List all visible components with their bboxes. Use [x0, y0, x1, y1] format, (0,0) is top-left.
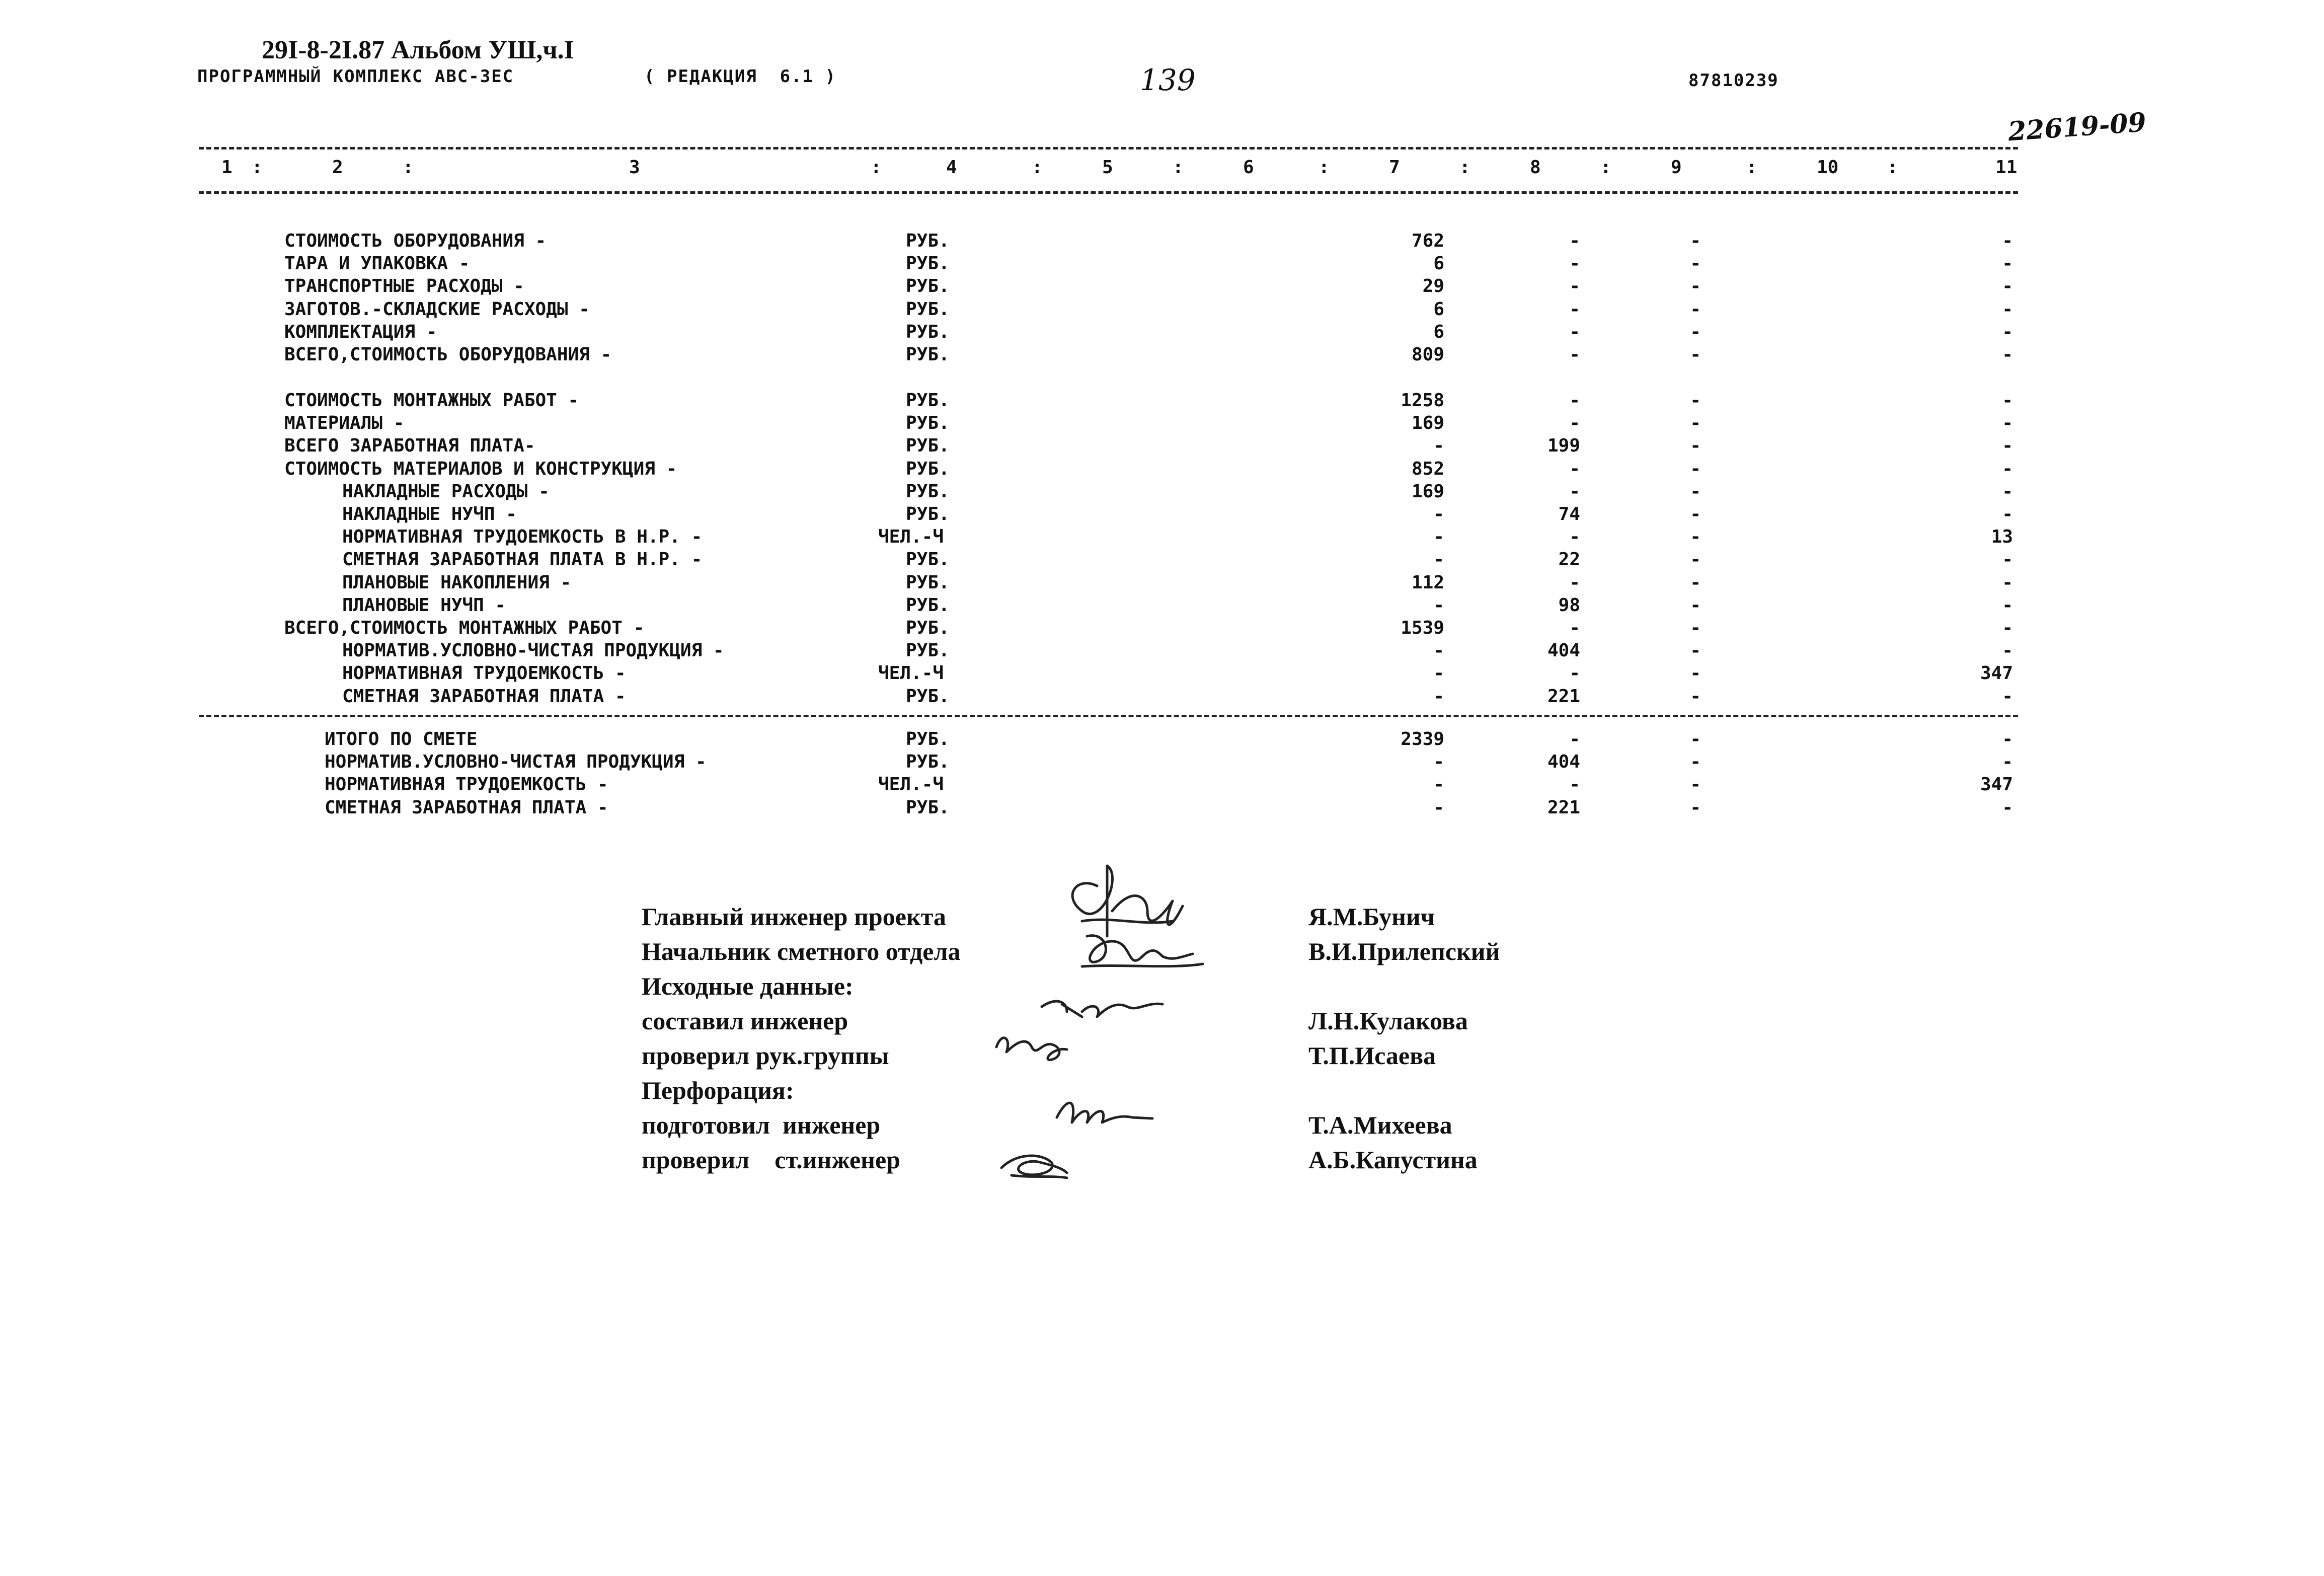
- column-11-value: -: [2002, 797, 2013, 818]
- signature-bunich: [1072, 866, 1183, 936]
- column-11-value: -: [2002, 549, 2013, 570]
- column-number: 9: [1671, 157, 1682, 178]
- column-11-value: -: [2002, 504, 2013, 524]
- column-number: 5: [1102, 157, 1113, 178]
- unit-cell: РУБ.: [906, 640, 950, 661]
- column-separator: :: [403, 157, 414, 178]
- column-11-value: -: [2002, 729, 2013, 749]
- column-9-value: -: [1690, 253, 1701, 274]
- column-7-value: 809: [1411, 344, 1444, 365]
- unit-cell: РУБ.: [906, 321, 950, 342]
- column-8-value: -: [1569, 458, 1580, 479]
- table-row: [0, 729, 2324, 752]
- column-11-value: -: [2002, 413, 2013, 434]
- column-7-value: 852: [1411, 458, 1444, 479]
- row-label: ПЛАНОВЫЕ НУЧП -: [342, 594, 506, 616]
- unit-cell: РУБ.: [906, 594, 950, 616]
- unit-cell: РУБ.: [906, 435, 950, 457]
- totals-rule: [199, 715, 2018, 717]
- column-number: 2: [332, 157, 343, 178]
- column-9-value: -: [1690, 686, 1701, 707]
- signature-role: подготовил инженер: [642, 1111, 881, 1139]
- column-11-value: -: [2002, 686, 2013, 707]
- table-row: [0, 390, 2324, 413]
- signature-role: Исходные данные:: [642, 972, 854, 1000]
- column-9-value: -: [1690, 504, 1701, 524]
- column-7-value: -: [1433, 527, 1444, 548]
- signature-name: А.Б.Капустина: [1308, 1146, 1478, 1174]
- column-9-value: -: [1690, 752, 1701, 773]
- row-label: НАКЛАДНЫЕ НУЧП -: [342, 504, 517, 524]
- column-7-value: -: [1433, 640, 1444, 661]
- column-7-value: 112: [1411, 572, 1444, 593]
- column-number: 3: [629, 157, 640, 178]
- column-8-value: -: [1569, 572, 1580, 593]
- column-11-value: -: [2002, 752, 2013, 773]
- column-7-value: 2339: [1401, 729, 1444, 749]
- column-number: 1: [221, 157, 233, 178]
- column-9-value: -: [1690, 344, 1701, 365]
- unit-cell: РУБ.: [906, 458, 950, 479]
- column-7-value: -: [1433, 594, 1444, 616]
- unit-cell: РУБ.: [906, 686, 950, 707]
- unit-cell: ЧЕЛ.-Ч: [878, 774, 944, 795]
- table-row: [0, 549, 2324, 572]
- table-row: [0, 752, 2324, 774]
- table-row: [0, 663, 2324, 686]
- column-8-value: -: [1569, 774, 1580, 795]
- column-9-value: -: [1690, 797, 1701, 818]
- column-8-value: 404: [1547, 640, 1580, 661]
- column-8-value: -: [1569, 253, 1580, 274]
- column-number: 4: [946, 157, 957, 178]
- document-code: 87810239: [1688, 70, 1779, 91]
- column-8-value: -: [1569, 231, 1580, 251]
- column-11-value: -: [2002, 231, 2013, 251]
- unit-cell: ЧЕЛ.-Ч: [878, 527, 944, 548]
- column-8-value: -: [1569, 481, 1580, 502]
- row-label: СМЕТНАЯ ЗАРАБОТНАЯ ПЛАТА В Н.Р. -: [342, 549, 703, 570]
- row-label: ИТОГО ПО СМЕТЕ: [325, 729, 478, 749]
- row-label: СМЕТНАЯ ЗАРАБОТНАЯ ПЛАТА -: [342, 686, 626, 707]
- column-9-value: -: [1690, 435, 1701, 457]
- row-label: НОРМАТИВНАЯ ТРУДОЕМКОСТЬ В Н.Р. -: [342, 527, 703, 548]
- unit-cell: ЧЕЛ.-Ч: [878, 663, 944, 684]
- handwritten-signatures: [981, 856, 1283, 1208]
- stamp-number: 22619-09: [2007, 107, 2147, 147]
- table-row: [0, 504, 2324, 527]
- album-reference: 29I-8-2I.87 Альбом УШ,ч.I: [262, 36, 574, 64]
- column-8-value: -: [1569, 618, 1580, 638]
- unit-cell: РУБ.: [906, 549, 950, 570]
- row-label: МАТЕРИАЛЫ -: [284, 413, 405, 434]
- unit-cell: РУБ.: [906, 344, 950, 365]
- table-row: [0, 459, 2324, 481]
- row-label: СТОИМОСТЬ МАТЕРИАЛОВ И КОНСТРУКЦИЯ -: [284, 458, 677, 479]
- column-11-value: -: [2002, 435, 2013, 457]
- column-8-value: 221: [1547, 797, 1580, 818]
- column-11-value: 347: [1980, 774, 2013, 795]
- unit-cell: РУБ.: [906, 797, 950, 818]
- column-separator: :: [1032, 157, 1043, 178]
- column-9-value: -: [1690, 276, 1701, 297]
- column-8-value: 221: [1547, 686, 1580, 707]
- column-separator: :: [871, 157, 882, 178]
- unit-cell: РУБ.: [906, 481, 950, 502]
- row-label: НОРМАТИВНАЯ ТРУДОЕМКОСТЬ -: [342, 663, 626, 684]
- row-label: ПЛАНОВЫЕ НАКОПЛЕНИЯ -: [342, 572, 572, 593]
- column-7-value: -: [1433, 774, 1444, 795]
- row-label: СМЕТНАЯ ЗАРАБОТНАЯ ПЛАТА -: [325, 797, 608, 818]
- table-row: [0, 686, 2324, 709]
- column-9-value: -: [1690, 549, 1701, 570]
- column-7-value: -: [1433, 686, 1444, 707]
- table-row: [0, 595, 2324, 618]
- table-row: [0, 231, 2324, 253]
- table-row: [0, 344, 2324, 367]
- column-7-value: 169: [1411, 481, 1444, 502]
- column-11-value: -: [2002, 321, 2013, 342]
- table-row: [0, 276, 2324, 298]
- column-9-value: -: [1690, 527, 1701, 548]
- column-8-value: -: [1569, 344, 1580, 365]
- page-number: 139: [1140, 63, 1196, 97]
- column-7-value: 6: [1433, 298, 1444, 320]
- signature-mikheeva: [1057, 1103, 1152, 1122]
- column-11-value: -: [2002, 390, 2013, 411]
- signature-name: В.И.Прилепский: [1308, 937, 1500, 965]
- column-9-value: -: [1690, 413, 1701, 434]
- column-8-value: -: [1569, 413, 1580, 434]
- program-edition: ( РЕДАКЦИЯ 6.1 ): [644, 66, 836, 87]
- column-11-value: -: [2002, 276, 2013, 297]
- column-7-value: -: [1433, 663, 1444, 684]
- row-label: ТРАНСПОРТНЫЕ РАСХОДЫ -: [284, 276, 524, 297]
- signature-name: Л.Н.Кулакова: [1308, 1007, 1468, 1035]
- signature-role: Начальник сметного отдела: [642, 937, 961, 965]
- unit-cell: РУБ.: [906, 298, 950, 320]
- column-8-value: -: [1569, 276, 1580, 297]
- signature-role: Перфорация:: [642, 1076, 794, 1104]
- table-row: [0, 413, 2324, 435]
- row-label: НОРМАТИВ.УСЛОВНО-ЧИСТАЯ ПРОДУКЦИЯ -: [342, 640, 724, 661]
- row-label: ВСЕГО,СТОИМОСТЬ ОБОРУДОВАНИЯ -: [284, 344, 612, 365]
- column-separator: :: [1887, 157, 1898, 178]
- column-8-value: 22: [1558, 549, 1580, 570]
- column-9-value: -: [1690, 774, 1701, 795]
- column-7-value: -: [1433, 797, 1444, 818]
- unit-cell: РУБ.: [906, 752, 950, 773]
- table-row: [0, 774, 2324, 797]
- unit-cell: РУБ.: [906, 253, 950, 274]
- column-number: 7: [1389, 157, 1400, 178]
- column-11-value: -: [2002, 344, 2013, 365]
- unit-cell: РУБ.: [906, 276, 950, 297]
- row-label: СТОИМОСТЬ ОБОРУДОВАНИЯ -: [284, 231, 547, 251]
- signature-role: проверил ст.инженер: [642, 1146, 900, 1174]
- signature-prilepsky: [1082, 936, 1203, 966]
- signature-name: Т.П.Исаева: [1308, 1041, 1436, 1070]
- unit-cell: РУБ.: [906, 390, 950, 411]
- column-9-value: -: [1690, 572, 1701, 593]
- column-11-value: -: [2002, 253, 2013, 274]
- column-11-value: -: [2002, 458, 2013, 479]
- table-row: [0, 572, 2324, 595]
- column-8-value: -: [1569, 663, 1580, 684]
- column-8-value: -: [1569, 527, 1580, 548]
- row-label: НОРМАТИВНАЯ ТРУДОЕМКОСТЬ -: [325, 774, 608, 795]
- column-7-value: 6: [1433, 321, 1444, 342]
- column-9-value: -: [1690, 663, 1701, 684]
- column-8-value: -: [1569, 298, 1580, 320]
- column-8-value: 74: [1558, 504, 1580, 524]
- column-11-value: -: [2002, 618, 2013, 638]
- column-9-value: -: [1690, 390, 1701, 411]
- row-label: ВСЕГО ЗАРАБОТНАЯ ПЛАТА-: [284, 435, 535, 457]
- row-label: ВСЕГО,СТОИМОСТЬ МОНТАЖНЫХ РАБОТ -: [284, 618, 645, 638]
- column-separator: :: [1600, 157, 1611, 178]
- column-9-value: -: [1690, 481, 1701, 502]
- column-9-value: -: [1690, 298, 1701, 320]
- signature-kulakova: [1042, 1001, 1163, 1017]
- table-row: [0, 640, 2324, 663]
- column-9-value: -: [1690, 729, 1701, 749]
- column-7-value: 1258: [1401, 390, 1444, 411]
- signature-name: Т.А.Михеева: [1308, 1111, 1452, 1139]
- column-7-value: 6: [1433, 253, 1444, 274]
- column-7-value: 1539: [1401, 618, 1444, 638]
- signature-role: Главный инженер проекта: [642, 903, 946, 931]
- column-8-value: -: [1569, 321, 1580, 342]
- table-row: [0, 253, 2324, 276]
- unit-cell: РУБ.: [906, 231, 950, 251]
- signature-isaeva: [996, 1038, 1067, 1060]
- column-7-value: 29: [1422, 276, 1444, 297]
- column-9-value: -: [1690, 231, 1701, 251]
- unit-cell: РУБ.: [906, 572, 950, 593]
- row-label: НАКЛАДНЫЕ РАСХОДЫ -: [342, 481, 550, 502]
- unit-cell: РУБ.: [906, 618, 950, 638]
- column-8-value: -: [1569, 390, 1580, 411]
- column-11-value: -: [2002, 572, 2013, 593]
- table-row: [0, 527, 2324, 549]
- signature-name: Я.М.Бунич: [1308, 903, 1435, 931]
- column-separator: :: [1319, 157, 1330, 178]
- column-11-value: -: [2002, 640, 2013, 661]
- column-7-value: -: [1433, 435, 1444, 457]
- row-label: СТОИМОСТЬ МОНТАЖНЫХ РАБОТ -: [284, 390, 579, 411]
- column-7-value: 169: [1411, 413, 1444, 434]
- column-9-value: -: [1690, 640, 1701, 661]
- row-label: ТАРА И УПАКОВКА -: [284, 253, 470, 274]
- column-8-value: 404: [1547, 752, 1580, 773]
- unit-cell: РУБ.: [906, 413, 950, 434]
- program-name: ПРОГРАММНЫЙ КОМПЛЕКС АВС-3ЕС: [197, 66, 514, 87]
- column-separator: :: [252, 157, 263, 178]
- column-11-value: -: [2002, 481, 2013, 502]
- column-11-value: 13: [1991, 527, 2013, 548]
- column-number: 10: [1817, 157, 1839, 178]
- column-separator: :: [1173, 157, 1184, 178]
- column-8-value: 199: [1547, 435, 1580, 457]
- column-7-value: 762: [1411, 231, 1444, 251]
- table-row: [0, 322, 2324, 344]
- signature-role: проверил рук.группы: [642, 1041, 889, 1070]
- unit-cell: РУБ.: [906, 504, 950, 524]
- column-9-value: -: [1690, 321, 1701, 342]
- column-number: 11: [1995, 157, 2018, 178]
- column-9-value: -: [1690, 594, 1701, 616]
- column-7-value: -: [1433, 504, 1444, 524]
- column-separator: :: [1746, 157, 1757, 178]
- column-11-value: -: [2002, 594, 2013, 616]
- column-7-value: -: [1433, 752, 1444, 773]
- column-8-value: 98: [1558, 594, 1580, 616]
- column-11-value: 347: [1980, 663, 2013, 684]
- table-row: [0, 435, 2324, 458]
- column-number: 8: [1530, 157, 1541, 178]
- column-7-value: -: [1433, 549, 1444, 570]
- column-number: 6: [1243, 157, 1254, 178]
- table-row: [0, 481, 2324, 504]
- row-label: ЗАГОТОВ.-СКЛАДСКИЕ РАСХОДЫ -: [284, 298, 590, 320]
- column-9-value: -: [1690, 618, 1701, 638]
- table-row: [0, 299, 2324, 322]
- column-11-value: -: [2002, 298, 2013, 320]
- signature-role: составил инженер: [642, 1007, 848, 1035]
- column-8-value: -: [1569, 729, 1580, 749]
- table-row: [0, 618, 2324, 640]
- unit-cell: РУБ.: [906, 729, 950, 749]
- table-row: [0, 797, 2324, 820]
- column-separator: :: [1459, 157, 1470, 178]
- column-9-value: -: [1690, 458, 1701, 479]
- row-label: КОМПЛЕКТАЦИЯ -: [284, 321, 437, 342]
- row-label: НОРМАТИВ.УСЛОВНО-ЧИСТАЯ ПРОДУКЦИЯ -: [325, 752, 707, 773]
- signature-kapustina: [1001, 1156, 1067, 1178]
